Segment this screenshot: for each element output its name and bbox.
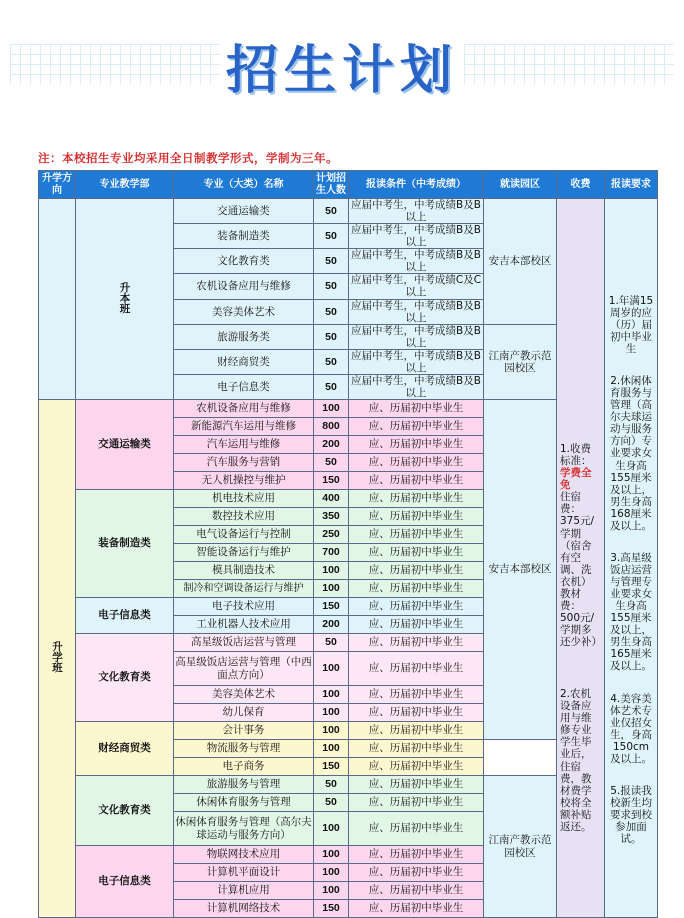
major-name: 机电技术应用 xyxy=(174,490,314,508)
dept-wenhua2: 文化教育类 xyxy=(76,776,174,846)
note-text: 注：本校招生专业均采用全日制教学形式，学制为三年。 xyxy=(38,151,338,165)
plan-count: 100 xyxy=(314,864,349,882)
plan-count: 50 xyxy=(314,299,349,324)
dept-dianzi2: 电子信息类 xyxy=(76,846,174,918)
plan-count: 200 xyxy=(314,616,349,634)
plan-count: 700 xyxy=(314,544,349,562)
plan-count: 100 xyxy=(314,722,349,740)
condition: 应、历届初中毕业生 xyxy=(349,454,484,472)
condition: 应届中考生，中考成绩C及C以上 xyxy=(349,274,484,299)
major-name: 计算机应用 xyxy=(174,882,314,900)
header-requirement: 报读要求 xyxy=(605,171,658,199)
major-name: 制冷和空调设备运行与维护 xyxy=(174,580,314,598)
header-direction: 升学方向 xyxy=(39,171,76,199)
plan-count: 150 xyxy=(314,472,349,490)
req-3: 3.高星级饭店运营与管理专业要求女生身高155厘米及以上，男生身高165厘米及以上。 xyxy=(610,551,652,673)
dept-jiaotong: 交通运输类 xyxy=(76,400,174,490)
major-name: 美容美体艺术 xyxy=(174,299,314,324)
major-name: 电子商务 xyxy=(174,758,314,776)
condition: 应、历届初中毕业生 xyxy=(349,740,484,758)
major-name: 旅游服务类 xyxy=(174,324,314,349)
condition: 应、历届初中毕业生 xyxy=(349,436,484,454)
fee-cell xyxy=(557,199,605,918)
group-label: 升本班 xyxy=(118,281,131,314)
condition: 应、历届初中毕业生 xyxy=(349,686,484,704)
condition: 应、历届初中毕业生 xyxy=(349,490,484,508)
plan-count: 50 xyxy=(314,224,349,249)
major-name: 旅游服务与管理 xyxy=(174,776,314,794)
plan-count: 50 xyxy=(314,374,349,399)
condition: 应、历届初中毕业生 xyxy=(349,418,484,436)
condition: 应届中考生，中考成绩B及B以上 xyxy=(349,299,484,324)
plan-count: 100 xyxy=(314,562,349,580)
plan-count: 100 xyxy=(314,652,349,686)
group-label: 升学班 xyxy=(51,641,64,673)
enrollment-table xyxy=(38,170,658,918)
plan-count: 100 xyxy=(314,846,349,864)
condition: 应、历届初中毕业生 xyxy=(349,776,484,794)
plan-count: 100 xyxy=(314,400,349,418)
major-name: 财经商贸类 xyxy=(174,349,314,374)
condition: 应、历届初中毕业生 xyxy=(349,900,484,918)
fee-note: 2.农机设备应用与维修专业学生毕业后，住宿费，教材费学校将全额补贴返还。 xyxy=(560,688,592,833)
major-name: 幼儿保育 xyxy=(174,704,314,722)
plan-count: 800 xyxy=(314,418,349,436)
condition: 应、历届初中毕业生 xyxy=(349,812,484,846)
major-name: 会计事务 xyxy=(174,722,314,740)
header-major: 专业（大类）名称 xyxy=(174,171,314,199)
header-dept: 专业教学部 xyxy=(76,171,174,199)
plan-count: 50 xyxy=(314,776,349,794)
major-name: 电子技术应用 xyxy=(174,598,314,616)
campus-cell: 安吉本部校区 xyxy=(484,400,557,740)
header-row xyxy=(39,171,658,199)
condition: 应、历届初中毕业生 xyxy=(349,508,484,526)
header-condition: 报读条件（中考成绩） xyxy=(349,171,484,199)
major-name: 高星级饭店运营与管理（中西面点方向） xyxy=(174,652,314,686)
major-name: 计算机平面设计 xyxy=(174,864,314,882)
plan-count: 400 xyxy=(314,490,349,508)
major-name: 电子信息类 xyxy=(174,374,314,399)
condition: 应、历届初中毕业生 xyxy=(349,652,484,686)
major-name: 装备制造类 xyxy=(174,224,314,249)
major-name: 电气设备运行与控制 xyxy=(174,526,314,544)
plan-count: 50 xyxy=(314,324,349,349)
requirement-cell xyxy=(605,199,658,918)
major-name: 汽车服务与营销 xyxy=(174,454,314,472)
plan-count: 50 xyxy=(314,199,349,224)
major-name: 无人机操控与维护 xyxy=(174,472,314,490)
major-name: 数控技术应用 xyxy=(174,508,314,526)
condition: 应、历届初中毕业生 xyxy=(349,846,484,864)
group-shengben xyxy=(76,199,174,400)
table-row xyxy=(39,199,658,224)
condition: 应、历届初中毕业生 xyxy=(349,472,484,490)
major-name: 交通运输类 xyxy=(174,199,314,224)
condition: 应、历届初中毕业生 xyxy=(349,882,484,900)
plan-count: 100 xyxy=(314,580,349,598)
plan-count: 200 xyxy=(314,436,349,454)
header-fee: 收费 xyxy=(557,171,605,199)
major-name: 休闲体育服务与管理（高尔夫球运动与服务方向） xyxy=(174,812,314,846)
condition: 应届中考生，中考成绩B及B以上 xyxy=(349,199,484,224)
condition: 应、历届初中毕业生 xyxy=(349,704,484,722)
condition: 应、历届初中毕业生 xyxy=(349,758,484,776)
major-name: 高星级饭店运营与管理 xyxy=(174,634,314,652)
header-count: 计划招生人数 xyxy=(314,171,349,199)
condition: 应届中考生，中考成绩B及B以上 xyxy=(349,374,484,399)
plan-count: 100 xyxy=(314,686,349,704)
major-name: 美容美体艺术 xyxy=(174,686,314,704)
campus-cell: 江南产教示范园校区 xyxy=(484,324,557,399)
major-name: 模具制造技术 xyxy=(174,562,314,580)
fee-book: 500元/学期多还少补） xyxy=(560,611,602,649)
major-name: 休闲体育服务与管理 xyxy=(174,794,314,812)
condition: 应届中考生，中考成绩B及B以上 xyxy=(349,249,484,274)
condition: 应、历届初中毕业生 xyxy=(349,598,484,616)
campus-cell: 安吉本部校区 xyxy=(484,199,557,325)
plan-count: 50 xyxy=(314,249,349,274)
condition: 应、历届初中毕业生 xyxy=(349,634,484,652)
condition: 应、历届初中毕业生 xyxy=(349,616,484,634)
plan-count: 350 xyxy=(314,508,349,526)
group-cell xyxy=(39,199,76,400)
plan-count: 50 xyxy=(314,794,349,812)
condition: 应、历届初中毕业生 xyxy=(349,722,484,740)
major-name: 物流服务与管理 xyxy=(174,740,314,758)
req-1: 1.年满15周岁的应（历）届初中毕业生 xyxy=(608,294,654,356)
condition: 应届中考生，中考成绩B及B以上 xyxy=(349,324,484,349)
major-name: 汽车运用与维修 xyxy=(174,436,314,454)
page-title: 招生计划 xyxy=(225,40,458,101)
req-5: 5.报读我校新生均要求到校参加面试。 xyxy=(610,784,652,846)
fee-tuition: 学费全免 xyxy=(560,467,592,492)
plan-count: 50 xyxy=(314,454,349,472)
major-name: 文化教育类 xyxy=(174,249,314,274)
fee-standard: 1.收费标准： xyxy=(560,443,592,468)
req-2: 2.休闲体育服务与管理（高尔夫球运动与服务方向）专业要求女生身高155厘米及以上，男生身高168厘米及以上。 xyxy=(610,375,652,532)
plan-count: 100 xyxy=(314,740,349,758)
plan-count: 150 xyxy=(314,758,349,776)
dept-wenhua: 文化教育类 xyxy=(76,634,174,722)
plan-count: 150 xyxy=(314,900,349,918)
dept-zhuangbei: 装备制造类 xyxy=(76,490,174,598)
plan-count: 50 xyxy=(314,634,349,652)
plan-count: 100 xyxy=(314,812,349,846)
plan-count: 100 xyxy=(314,704,349,722)
plan-count: 100 xyxy=(314,882,349,900)
major-name: 工业机器人技术应用 xyxy=(174,616,314,634)
fee-dorm-label: 住宿费： xyxy=(560,491,581,516)
condition: 应届中考生，中考成绩B及B以上 xyxy=(349,224,484,249)
req-4: 4.美容美体艺术专业仅招女生，身高150cm及以上。 xyxy=(610,692,652,765)
plan-count: 150 xyxy=(314,598,349,616)
condition: 应、历届初中毕业生 xyxy=(349,544,484,562)
major-name: 智能设备运行与维护 xyxy=(174,544,314,562)
fee-dorm: 375元/学期（宿舍有空调、洗衣机） xyxy=(560,515,595,588)
dept-dianzi: 电子信息类 xyxy=(76,598,174,634)
plan-count: 50 xyxy=(314,274,349,299)
condition: 应、历届初中毕业生 xyxy=(349,400,484,418)
condition: 应、历届初中毕业生 xyxy=(349,794,484,812)
plan-count: 250 xyxy=(314,526,349,544)
group-shengxue xyxy=(39,400,76,918)
fee-book-label: 教材费： xyxy=(560,587,581,612)
dept-caijing: 财经商贸类 xyxy=(76,722,174,776)
condition: 应、历届初中毕业生 xyxy=(349,526,484,544)
major-name: 农机设备应用与维修 xyxy=(174,274,314,299)
major-name: 计算机网络技术 xyxy=(174,900,314,918)
title-banner xyxy=(0,0,684,126)
campus-cell: 江南产教示范园校区 xyxy=(484,776,557,918)
condition: 应、历届初中毕业生 xyxy=(349,562,484,580)
condition: 应届中考生，中考成绩B及B以上 xyxy=(349,349,484,374)
header-campus: 就读园区 xyxy=(484,171,557,199)
major-name: 农机设备应用与维修 xyxy=(174,400,314,418)
major-name: 物联网技术应用 xyxy=(174,846,314,864)
condition: 应、历届初中毕业生 xyxy=(349,864,484,882)
plan-count: 50 xyxy=(314,349,349,374)
condition: 应、历届初中毕业生 xyxy=(349,580,484,598)
major-name: 新能源汽车运用与维修 xyxy=(174,418,314,436)
